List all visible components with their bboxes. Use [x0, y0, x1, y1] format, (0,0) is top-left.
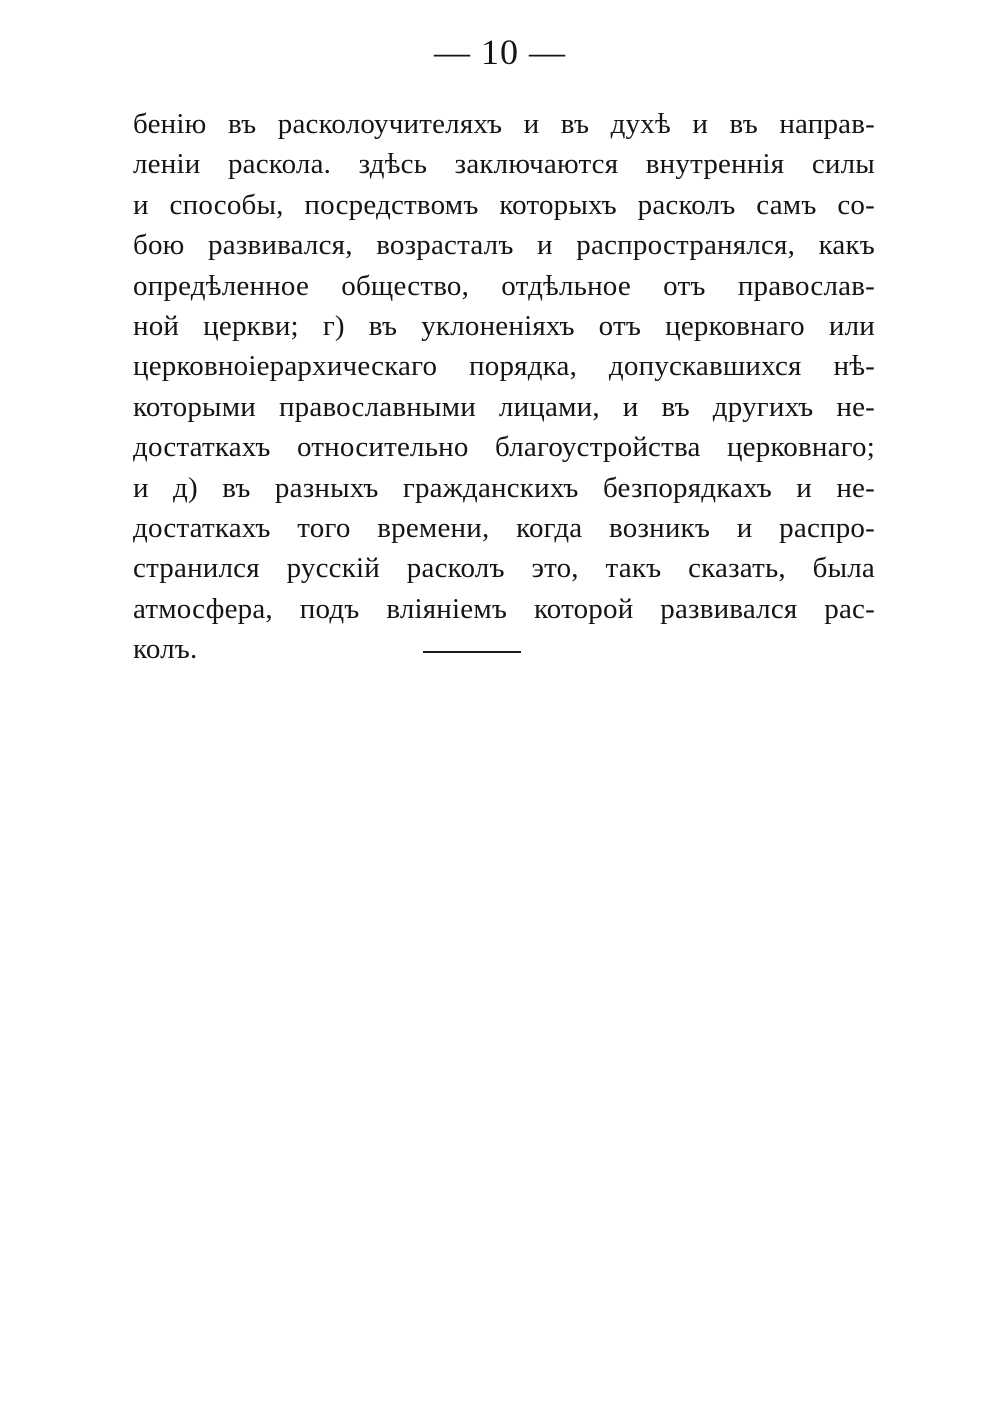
- text-line: леніи раскола. здѣсь заключаются внутреннія силы: [133, 148, 875, 181]
- text-line: достаткахъ того времени, когда возникъ и распро-: [133, 511, 875, 544]
- text-line: церковноіерархическаго порядка, допускавшихся нѣ-: [133, 350, 875, 383]
- text-line: странился русскій расколъ это, такъ сказать, была: [133, 552, 875, 585]
- text-line: и д) въ разныхъ гражданскихъ безпорядкахъ и не-: [133, 471, 875, 504]
- text-line: опредѣленное общество, отдѣльное отъ православ-: [133, 269, 875, 302]
- body-text: [133, 104, 875, 669]
- text-line: достаткахъ относительно благоустройства церковнаго;: [133, 431, 875, 464]
- text-line: колъ.: [133, 633, 198, 666]
- text-line: и способы, посредствомъ которыхъ расколъ самъ со-: [133, 188, 875, 221]
- text-line: которыми православными лицами, и въ другихъ не-: [133, 390, 875, 423]
- text-line: ной церкви; г) въ уклоненіяхъ отъ церковнаго или: [133, 309, 875, 342]
- text-line: бенію въ расколоучителяхъ и въ духѣ и въ направ-: [133, 108, 875, 140]
- text-line: атмосфера, подъ вліяніемъ которой развивался рас-: [133, 592, 875, 625]
- text-line: бою развивался, возрасталъ и распространялся, какъ: [133, 229, 875, 262]
- section-divider: [423, 651, 521, 653]
- page-number: — 10 —: [434, 32, 566, 72]
